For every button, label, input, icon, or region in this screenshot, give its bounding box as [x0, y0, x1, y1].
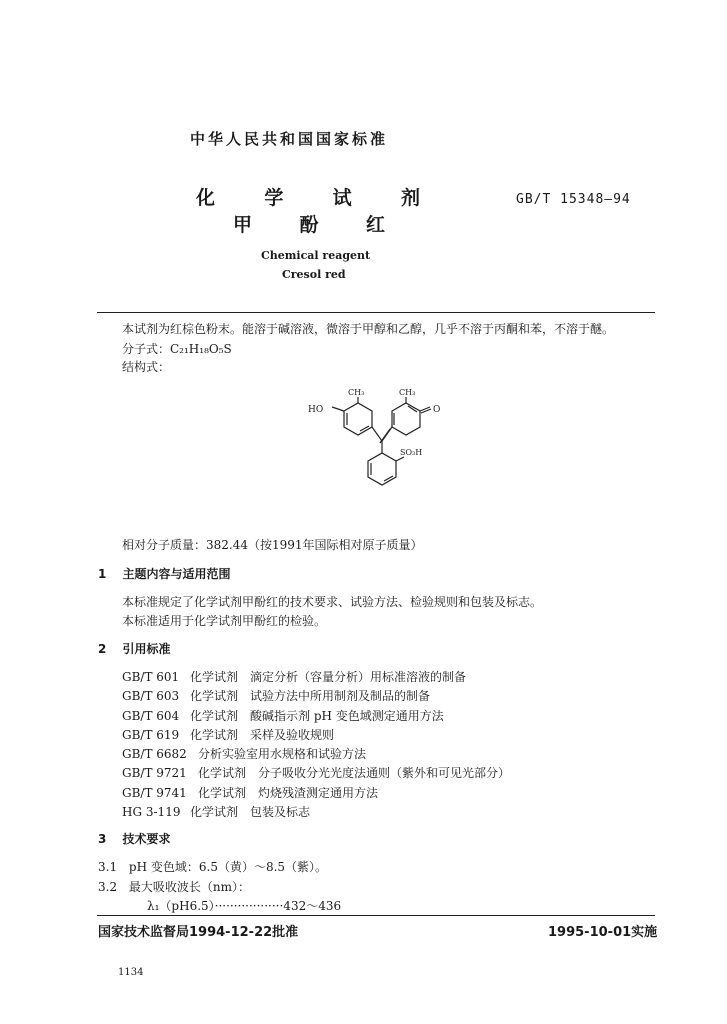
footer-divider	[97, 915, 655, 916]
section-number: 2	[98, 642, 107, 656]
item-text: pH 变色域：6.5（黄）～8.5（紫）。	[128, 860, 328, 874]
title-char: 甲	[233, 214, 253, 236]
list-item	[122, 707, 510, 726]
ref-title: 化学试剂 分子吸收分光光度法通则（紫外和可见光部分）	[198, 766, 511, 781]
section-title: 主题内容与适用范围	[122, 567, 231, 581]
item-text: 最大吸收波长（nm）：	[128, 880, 251, 894]
english-title-1: Chemical reagent	[261, 249, 371, 262]
ch3-left-label: CH₃	[348, 388, 365, 397]
list-item	[122, 803, 510, 822]
section-2-heading	[98, 640, 171, 657]
section-number: 1	[98, 567, 107, 581]
item-number: 3.2	[98, 880, 118, 894]
reagent-description: 本试剂为红棕色粉末。能溶于碱溶液，微溶于甲醇和乙醇，几乎不溶于丙酮和苯，不溶于醚。	[122, 322, 615, 336]
list-item	[122, 745, 510, 764]
ref-code: GB/T 9741	[122, 785, 187, 800]
header-divider	[97, 312, 655, 313]
ref-title: 化学试剂 试验方法中所用制剂及制品的制备	[190, 689, 431, 704]
title-char: 试	[332, 187, 352, 209]
section-1-para-2: 本标准适用于化学试剂甲酚红的检验。	[122, 614, 327, 628]
so3h-label: SO₃H	[400, 448, 423, 457]
title-char: 剂	[400, 187, 420, 209]
section-number: 3	[98, 832, 107, 846]
ref-title: 化学试剂 滴定分析（容量分析）用标准溶液的制备	[190, 670, 467, 684]
section-1-para-1: 本标准规定了化学试剂甲酚红的技术要求、试验方法、检验规则和包装及标志。	[122, 595, 543, 609]
approval-date: 国家技术监督局1994-12-22批准	[98, 925, 299, 940]
standard-number: GB/T 15348—94	[516, 192, 631, 207]
standard-org-title: 中华人民共和国国家标准	[190, 130, 389, 148]
ref-code: HG 3-119	[122, 805, 181, 820]
molecular-formula: 分子式：C₂₁H₁₈O₅S	[122, 342, 232, 356]
section-title: 引用标准	[122, 642, 171, 656]
oxygen-label: O	[433, 405, 441, 415]
item-3-2	[98, 878, 250, 895]
list-item	[122, 784, 510, 803]
ref-code: GB/T 603	[122, 689, 180, 704]
ho-label: HO	[308, 405, 324, 415]
list-item	[122, 726, 510, 745]
ref-title: 化学试剂 采样及验收规则	[190, 727, 335, 742]
section-title: 技术要求	[122, 832, 171, 846]
ref-code: GB/T 604	[122, 708, 180, 723]
ref-code: GB/T 9721	[122, 766, 187, 781]
page-number: 1134	[118, 967, 144, 978]
reference-list	[122, 668, 510, 822]
list-item	[122, 764, 510, 783]
item-3-1	[98, 858, 327, 875]
title-line-1	[196, 183, 420, 210]
ch3-right-label: CH₃	[399, 388, 416, 397]
implementation-date: 1995-10-01实施	[548, 925, 658, 940]
title-char: 化	[196, 187, 216, 209]
ref-code: GB/T 619	[122, 727, 180, 742]
structural-formula	[300, 385, 460, 505]
title-line-2	[233, 210, 385, 237]
ref-title: 化学试剂 灼烧残渣测定通用方法	[198, 785, 379, 800]
structure-label: 结构式：	[122, 360, 171, 374]
item-number: 3.1	[98, 860, 118, 874]
molecular-mass: 相对分子质量：382.44（按1991年国际相对原子质量）	[122, 538, 423, 552]
title-char: 学	[264, 187, 284, 209]
ref-code: GB/T 601	[122, 670, 180, 684]
section-1-heading	[98, 565, 231, 582]
list-item	[122, 687, 510, 706]
list-item	[122, 668, 510, 687]
ref-title: 化学试剂 酸碱指示剂 pH 变色域测定通用方法	[190, 708, 444, 723]
section-3-heading	[98, 830, 171, 847]
title-char: 红	[365, 214, 385, 236]
english-title-2: Cresol red	[282, 268, 346, 281]
item-3-2-value: λ₁（pH6.5）··················432～436	[147, 899, 342, 913]
ref-title: 分析实验室用水规格和试验方法	[198, 747, 367, 762]
ref-title: 化学试剂 包装及标志	[190, 805, 311, 820]
ref-code: GB/T 6682	[122, 747, 187, 762]
title-char: 酚	[299, 214, 319, 236]
